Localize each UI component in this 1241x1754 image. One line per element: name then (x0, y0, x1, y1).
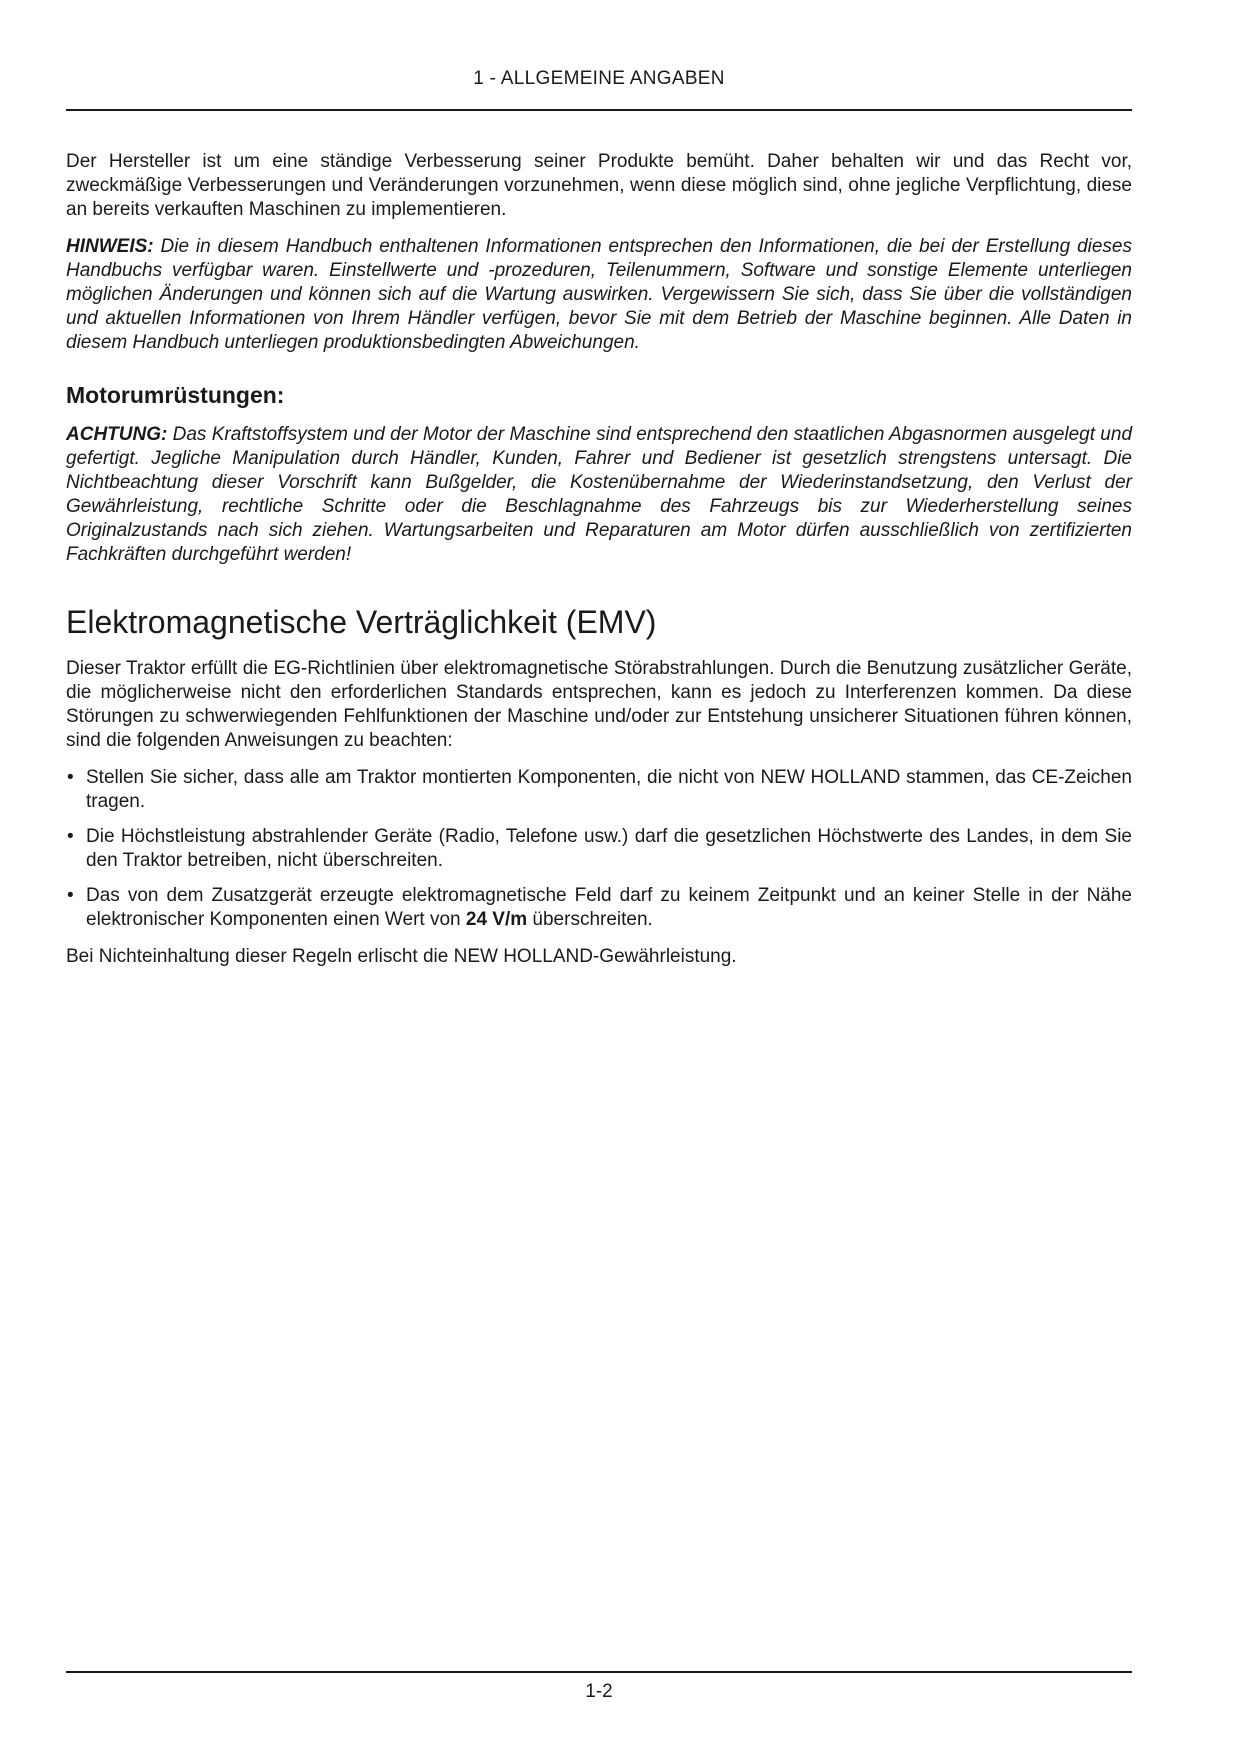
list-item-text (86, 885, 1132, 930)
page-content (66, 150, 1132, 982)
motor-heading: Motorumrüstungen: (66, 382, 285, 408)
emv-bullet-list (66, 766, 1132, 932)
list-item-text-before: Das von dem Zusatzgerät erzeugte elektromagnetische Feld darf zu keinem Zeitpunkt und an keiner Stelle in der Nähe elektronischer Komponenten einen Wert von (86, 885, 1132, 930)
bullet-icon: • (67, 767, 74, 788)
closing-paragraph: Bei Nichteinhaltung dieser Regeln erlischt die NEW HOLLAND-Gewährleistung. (66, 946, 737, 967)
bullet-icon: • (67, 885, 74, 906)
hinweis-label: HINWEIS: (66, 236, 154, 257)
field-strength-value: 24 V/m (465, 909, 528, 930)
footer-rule (66, 1671, 1132, 1673)
achtung-text: Das Kraftstoffsystem und der Motor der Maschine sind entsprechend den staatlichen Abgasnormen ausgelegt und gefertigt. Jegliche Manipulation durch Händler, Kunden, Fahrer und Bediener ist gesetzlich strengstens untersagt. Die Nichtbeachtung dieser Vorschrift kann Bußgelder, die Kostenübernahme der Wiederinstandsetzung, den Verlust der Gewährleistung, rechtliche Schritte oder die Beschlagnahme des Fahrzeugs bis zur Wiederherstellung seines Originalzustands nach sich ziehen. Wartungsarbeiten und Reparaturen am Motor dürfen ausschließlich von zertifizierten Fachkräften durchgeführt werden! (66, 424, 1133, 565)
list-item-text-after: überschreiten. (527, 909, 653, 930)
page-header: 1 - ALLGEMEINE ANGABEN (473, 68, 725, 89)
page-number: 1-2 (585, 1681, 613, 1702)
list-item (66, 884, 1132, 932)
achtung-paragraph (66, 423, 1132, 567)
list-item-text: Die Höchstleistung abstrahlender Geräte (Radio, Telefone usw.) darf die gesetzlichen Höchstwerte des Landes, in dem Sie den Traktor betreiben, nicht überschreiten. (86, 826, 1132, 871)
list-item (66, 825, 1132, 873)
hinweis-text: Die in diesem Handbuch enthaltenen Informationen entsprechen den Informationen, die bei der Erstellung dieses Handbuchs verfügbar waren. Einstellwerte und -prozeduren, Teilenummern, Software und sonstige Elemente unterliegen möglichen Änderungen und können sich auf die Wartung auswirken. Vergewissern Sie sich, dass Sie über die vollständigen und aktuellen Informationen von Ihrem Händler verfügen, bevor Sie mit dem Betrieb der Maschine beginnen. Alle Daten in diesem Handbuch unterliegen produktionsbedingten Abweichungen. (66, 236, 1132, 353)
bullet-icon: • (67, 826, 74, 847)
list-item-text: Stellen Sie sicher, dass alle am Traktor montierten Komponenten, die nicht von NEW HOLLAND stammen, das CE-Zeichen tragen. (86, 767, 1132, 812)
intro-paragraph: Der Hersteller ist um eine ständige Verbesserung seiner Produkte bemüht. Daher behalten wir und das Recht vor, zweckmäßige Verbesserungen und Veränderungen vorzunehmen, wenn diese möglich sind, ohne jegliche Verpflichtung, diese an bereits verkauften Maschinen zu implementieren. (66, 151, 1132, 220)
emv-intro-paragraph: Dieser Traktor erfüllt die EG-Richtlinien über elektromagnetische Störabstrahlungen. Durch die Benutzung zusätzlicher Geräte, die möglicherweise nicht den erforderlichen Standards entsprechen, kann es jedoch zu Interferenzen kommen. Da diese Störungen zu schwerwiegenden Fehlfunktionen der Maschine und/oder zur Entstehung unsicherer Situationen führen können, sind die folgenden Anweisungen zu beachten: (66, 658, 1132, 751)
emv-heading: Elektromagnetische Verträglichkeit (EMV) (66, 604, 657, 640)
list-item (66, 766, 1132, 814)
header-rule (66, 109, 1132, 111)
hinweis-paragraph (66, 235, 1132, 355)
achtung-label: ACHTUNG: (66, 424, 168, 445)
